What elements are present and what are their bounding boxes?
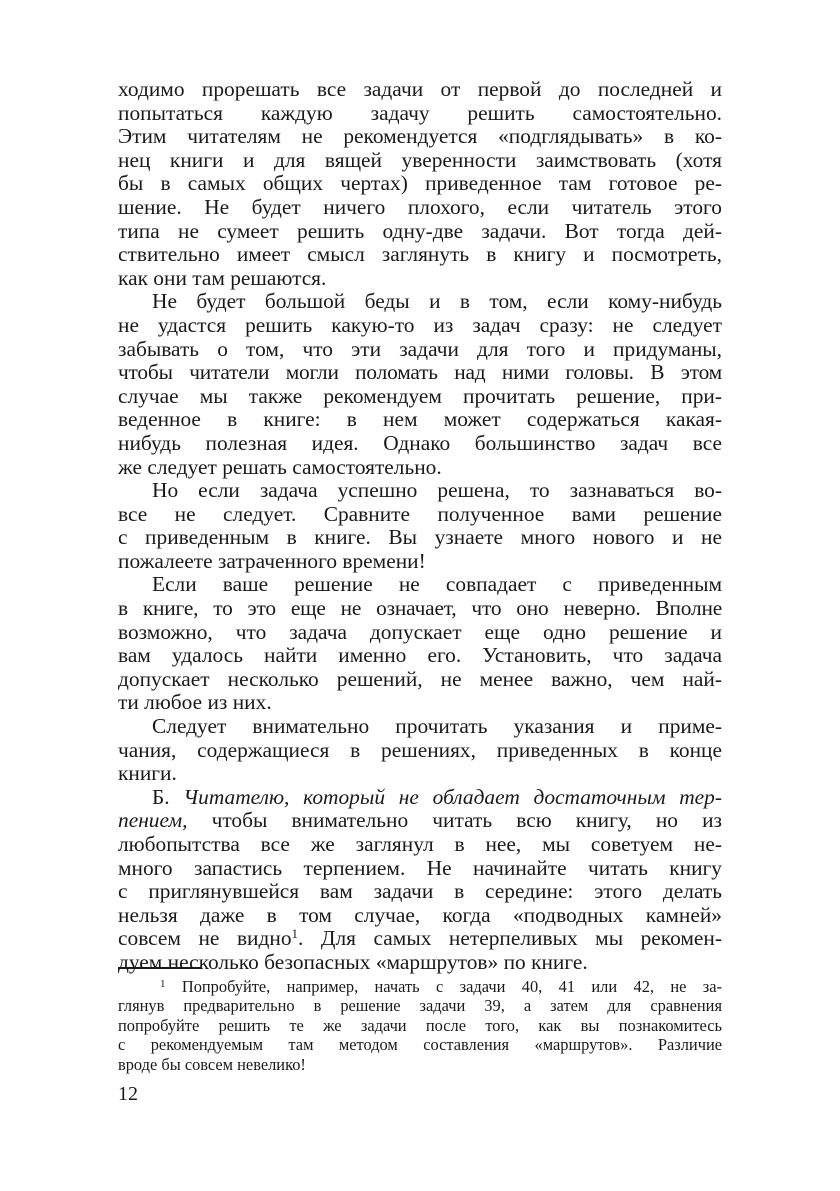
text-line: чания, содержащиеся в решениях, приведенных в конце <box>118 737 722 762</box>
footnote-line <box>118 977 722 996</box>
text-line: нельзя даже в том случае, когда «подводных камней» <box>118 902 722 927</box>
footnote-mark: 1 <box>160 978 166 990</box>
text-line: все не следует. Сравните полученное вами решение <box>118 501 722 526</box>
text-line: вам удалось найти именно его. Установить, что задача <box>118 643 722 668</box>
main-text <box>118 78 722 975</box>
text-fragment: чтобы внимательно читать всю книгу, но из <box>187 808 722 833</box>
footnote-reference: 1 <box>291 926 299 942</box>
text-line: с приведенным в книге. Вы узнаете много нового и не <box>118 525 722 550</box>
text-line: веденное в книге: в нем может содержаться какая- <box>118 407 722 432</box>
text-line: ходимо прорешать все задачи от первой до последней и <box>118 77 722 101</box>
footnote-line: глянув предварительно в решение задачи 39, а затем для сравнения <box>118 996 722 1016</box>
text-line: много запастись терпением. Не начинайте читать книгу <box>118 855 722 880</box>
text-line: забывать о том, что эти задачи для того и придуманы, <box>118 336 722 361</box>
text-line: Если ваше решение не совпадает с приведенным <box>152 572 722 597</box>
text-line: книги. <box>118 761 177 786</box>
text-line: не удастся решить какую-то из задач сразу: не следует <box>118 312 722 337</box>
text-line: пожалеете затраченного времени! <box>118 548 426 573</box>
text-line: в книге, то это еще не означает, что оно неверно. Вполне <box>118 596 722 621</box>
footnote-line: попробуйте решить те же задачи после того, как вы познакомитесь <box>118 1015 722 1035</box>
text-fragment: совсем не видно <box>118 926 292 951</box>
text-line: Следует внимательно прочитать указания и приме- <box>152 714 722 739</box>
text-line: любопытства все же заглянул в нее, мы советуем не- <box>118 832 722 856</box>
text-line: с приглянувшейся вам задачи в середине: этого делать <box>118 879 722 904</box>
footnote-divider <box>118 967 201 969</box>
footnote-line: с рекомендуемым там методом составления «маршрутов». Различие <box>118 1035 722 1055</box>
text-line: возможно, что задача допускает еще одно решение и <box>118 619 722 644</box>
text-line: же следует решать самостоятельно. <box>118 454 442 479</box>
italic-phrase: пением, <box>118 808 188 833</box>
text-line: Этим читателям не рекомендуется «подглядывать» в ко- <box>118 124 722 149</box>
text-line <box>118 927 722 951</box>
text-line: допускает несколько решений, не менее важно, чем най- <box>118 666 722 691</box>
text-line: ствительно имеет смысл заглянуть в книгу и посмотреть, <box>118 242 722 267</box>
text-line <box>118 786 722 810</box>
text-line: нец книги и для вящей уверенности заимствовать (хотя <box>118 147 722 172</box>
footnote <box>118 977 722 1074</box>
italic-phrase: Читателю, который не обладает достаточным тер- <box>183 784 722 809</box>
page-number: 12 <box>118 1083 138 1105</box>
text-line: Не будет большой беды и в том, если кому-нибудь <box>152 289 722 314</box>
text-line: как они там решаются. <box>118 265 327 290</box>
text-line: ти любое из них. <box>118 690 272 715</box>
text-line: дуем несколько безопасных «маршрутов» по книге. <box>118 949 588 974</box>
text-line: шение. Не будет ничего плохого, если читатель этого <box>118 194 722 219</box>
section-letter: Б. <box>152 784 184 809</box>
text-line <box>118 809 722 833</box>
text-line: бы в самых общих чертах) приведенное там готовое ре- <box>118 171 722 196</box>
text-line: чтобы читатели могли поломать над ними головы. В этом <box>118 360 722 385</box>
text-line: случае мы также рекомендуем прочитать решение, при- <box>118 383 722 408</box>
text-fragment: . Для самых нетерпеливых мы рекомен- <box>298 926 722 951</box>
text-fragment: Попробуйте, например, начать с задачи 40, 41 или 42, не за- <box>165 977 722 996</box>
text-line: Но если задача успешно решена, то зазнаваться во- <box>152 478 722 503</box>
footnote-line: вроде бы совсем невелико! <box>118 1054 306 1074</box>
text-line: попытаться каждую задачу решить самостоятельно. <box>118 100 722 125</box>
text-line: типа не сумеет решить одну-две задачи. Вот тогда дей- <box>118 218 722 243</box>
text-line: нибудь полезная идея. Однако большинство задач все <box>118 430 722 455</box>
